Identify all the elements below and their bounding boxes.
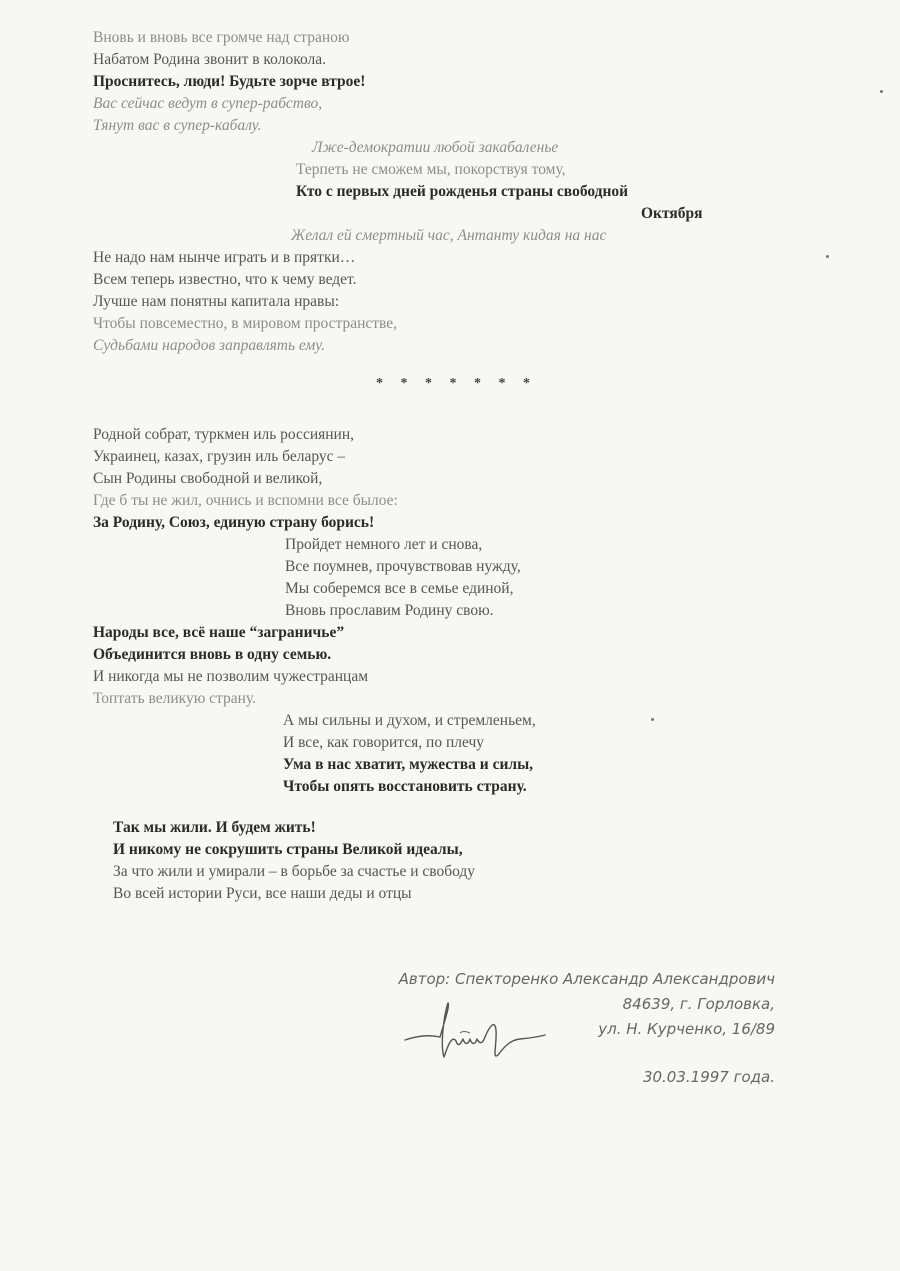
document-date: 30.03.1997 года.	[642, 1068, 775, 1086]
poem-line: И никогда мы не позволим чужестранцам	[93, 668, 369, 685]
poem-line: Набатом Родина звонит в колокола.	[93, 51, 326, 68]
poem-line: Октября	[641, 205, 703, 222]
author-postal: 84639, г. Горловка,	[622, 995, 775, 1013]
author-street: ул. Н. Курченко, 16/89	[598, 1020, 775, 1038]
poem-line: Проснитесь, люди! Будьте зорче втрое!	[93, 73, 366, 90]
poem-line: Объединится вновь в одну семью.	[93, 646, 332, 663]
poem-line: Желал ей смертный час, Антанту кидая на нас	[291, 227, 607, 244]
poem-line: Все поумнев, прочувствовав нужду,	[285, 558, 521, 575]
poem-line: Вновь прославим Родину свою.	[285, 602, 494, 619]
poem-line: Лучше нам понятны капитала нравы:	[93, 293, 340, 310]
poem-line: Кто с первых дней рожденья страны свободной	[296, 183, 629, 200]
scan-speck	[880, 90, 883, 93]
poem-line: Сын Родины свободной и великой,	[93, 470, 323, 487]
poem-line: Вновь и вновь все громче над страною	[93, 29, 350, 46]
poem-line: Вас сейчас ведут в супер-рабство,	[93, 95, 323, 112]
poem-line: Украинец, казах, грузин иль беларус –	[93, 448, 346, 465]
poem-line: Терпеть не сможем мы, покорствуя тому,	[296, 161, 566, 178]
scan-speck	[826, 255, 829, 258]
poem-line: Так мы жили. И будем жить!	[113, 819, 316, 836]
poem-line: За что жили и умирали – в борьбе за счастье и свободу	[113, 863, 476, 880]
handwritten-signature	[400, 995, 550, 1075]
poem-line: Мы соберемся все в семье единой,	[285, 580, 514, 597]
poem-line: Ума в нас хватит, мужества и силы,	[283, 756, 534, 773]
poem-line: Тянут вас в супер-кабалу.	[93, 117, 262, 134]
poem-line: Всем теперь известно, что к чему ведет.	[93, 271, 357, 288]
poem-line: За Родину, Союз, единую страну борись!	[93, 514, 375, 531]
poem-line: Топтать великую страну.	[93, 690, 256, 707]
poem-line: Чтобы повсеместно, в мировом пространстве,	[93, 315, 398, 332]
poem-line: Родной собрат, туркмен иль россиянин,	[93, 426, 355, 443]
poem-line: Народы все, всё наше “заграничье”	[93, 624, 345, 641]
poem-line: Лже-демократии любой закабаленье	[312, 139, 559, 156]
poem-line: И никому не сокрушить страны Великой идеалы,	[113, 841, 463, 858]
poem-line: Пройдет немного лет и снова,	[285, 536, 483, 553]
poem-line: Чтобы опять восстановить страну.	[283, 778, 527, 795]
author-name: Автор: Спекторенко Александр Александрович	[398, 970, 775, 988]
poem-line: Во всей истории Руси, все наши деды и отцы	[113, 885, 412, 902]
poem-line: Не надо нам нынче играть и в прятки…	[93, 249, 356, 266]
scan-speck	[651, 718, 654, 721]
poem-line: Судьбами народов заправлять ему.	[93, 337, 326, 354]
poem-line: И все, как говорится, по плечу	[283, 734, 485, 751]
poem-line: А мы сильны и духом, и стремленьем,	[283, 712, 536, 729]
stanza-separator: * * * * * * *	[376, 376, 537, 391]
poem-line: Где б ты не жил, очнись и вспомни все былое:	[93, 492, 398, 509]
